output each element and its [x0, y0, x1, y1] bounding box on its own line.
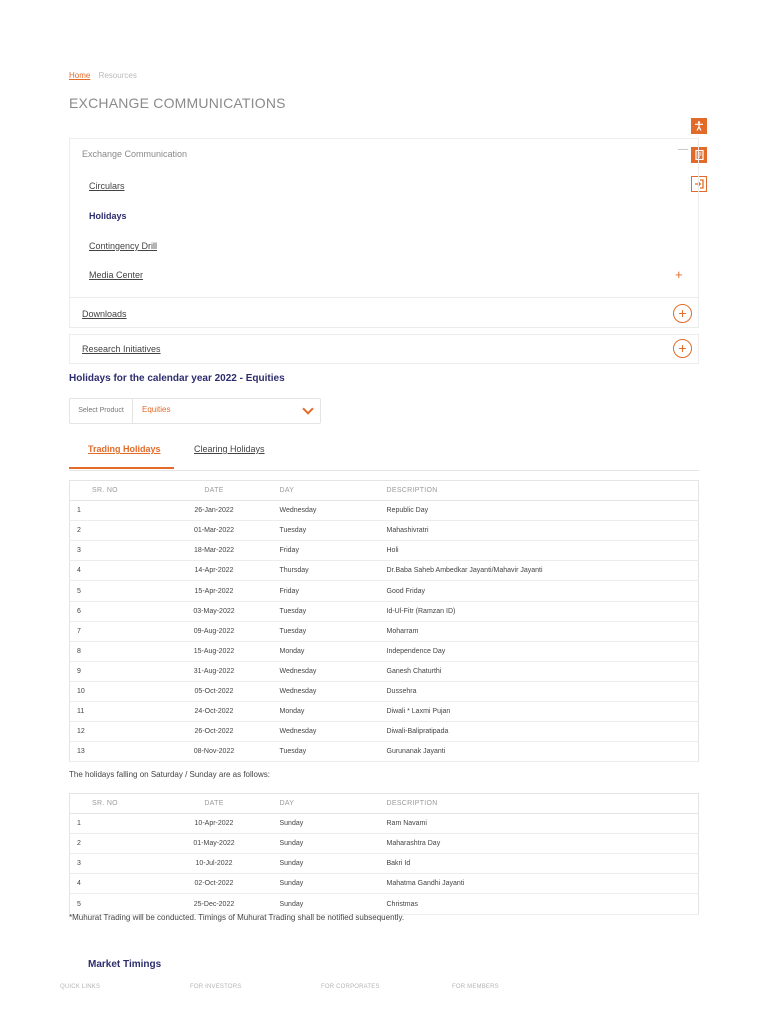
muhurat-footnote: *Muhurat Trading will be conducted. Timings of Muhurat Trading shall be notified subsequently. — [69, 913, 405, 922]
breadcrumb-current: Resources — [98, 71, 137, 80]
cell-sr: 6 — [70, 601, 167, 621]
breadcrumb — [69, 71, 137, 80]
cell-description: Diwali-Balipratipada — [387, 722, 699, 742]
column-header-date: DATE — [167, 794, 262, 814]
accordion-link-circulars[interactable]: Circulars — [89, 181, 125, 191]
market-timings-heading[interactable]: Market Timings — [88, 959, 162, 970]
cell-sr: 11 — [70, 702, 167, 722]
accordion-link-media-center[interactable]: Media Center — [89, 270, 144, 280]
cell-description: Dr.Baba Saheb Ambedkar Jayanti/Mahavir Jayanti — [387, 561, 699, 581]
cell-day: Monday — [262, 641, 387, 661]
holidays-section-title: Holidays for the calendar year 2022 - Equities — [69, 373, 285, 384]
cell-sr: 5 — [70, 581, 167, 601]
table-row — [70, 581, 699, 601]
table-row — [70, 742, 699, 762]
research-initiatives-link[interactable]: Research Initiatives — [82, 344, 161, 354]
column-header-sr: SR. NO — [70, 794, 167, 814]
cell-date: 14-Apr-2022 — [167, 561, 262, 581]
cell-description: Bakri Id — [387, 854, 699, 874]
cell-date: 26-Jan-2022 — [167, 501, 262, 521]
weekend-holidays-note: The holidays falling on Saturday / Sunday are as follows: — [69, 770, 271, 779]
cell-date: 24-Oct-2022 — [167, 702, 262, 722]
cell-description: Moharram — [387, 621, 699, 641]
cell-day: Sunday — [262, 894, 387, 914]
accessibility-icon[interactable] — [691, 118, 707, 134]
accordion-link-holidays[interactable]: Holidays — [89, 211, 127, 221]
column-header-description: DESCRIPTION — [387, 481, 699, 501]
cell-day: Wednesday — [262, 681, 387, 701]
expand-media-center-icon[interactable]: + — [675, 267, 683, 282]
cell-sr: 10 — [70, 681, 167, 701]
table-row — [70, 621, 699, 641]
cell-description: Gurunanak Jayanti — [387, 742, 699, 762]
cell-date: 05-Oct-2022 — [167, 681, 262, 701]
cell-date: 09-Aug-2022 — [167, 621, 262, 641]
cell-sr: 4 — [70, 561, 167, 581]
column-header-date: DATE — [167, 481, 262, 501]
table-row — [70, 814, 699, 834]
cell-sr: 2 — [70, 834, 167, 854]
cell-description: Diwali * Laxmi Pujan — [387, 702, 699, 722]
table-row — [70, 641, 699, 661]
column-header-day: DAY — [262, 794, 387, 814]
table-row — [70, 874, 699, 894]
active-tab-indicator — [69, 467, 174, 469]
cell-sr: 3 — [70, 854, 167, 874]
cell-date: 03-May-2022 — [167, 601, 262, 621]
weekend-holidays-table — [69, 793, 699, 915]
holiday-tabs — [69, 436, 699, 471]
cell-description: Christmas — [387, 894, 699, 914]
chevron-down-icon[interactable] — [302, 403, 313, 414]
cell-day: Tuesday — [262, 601, 387, 621]
table-header-row — [70, 481, 699, 501]
cell-day: Thursday — [262, 561, 387, 581]
cell-date: 25-Dec-2022 — [167, 894, 262, 914]
cell-day: Monday — [262, 702, 387, 722]
cell-sr: 1 — [70, 814, 167, 834]
table-row — [70, 702, 699, 722]
cell-day: Friday — [262, 541, 387, 561]
cell-description: Dussehra — [387, 681, 699, 701]
footer-for-investors[interactable]: FOR INVESTORS — [190, 984, 242, 990]
cell-day: Tuesday — [262, 621, 387, 641]
cell-sr: 4 — [70, 874, 167, 894]
cell-date: 18-Mar-2022 — [167, 541, 262, 561]
cell-day: Tuesday — [262, 521, 387, 541]
cell-date: 10-Apr-2022 — [167, 814, 262, 834]
footer-for-corporates[interactable]: FOR CORPORATES — [321, 984, 380, 990]
footer-for-members[interactable]: FOR MEMBERS — [452, 984, 499, 990]
accordion-link-contingency-drill[interactable]: Contingency Drill — [89, 241, 158, 251]
research-row[interactable] — [69, 334, 699, 364]
cell-day: Sunday — [262, 874, 387, 894]
expand-downloads-icon[interactable]: + — [673, 304, 692, 323]
table-row — [70, 681, 699, 701]
table-row — [70, 834, 699, 854]
cell-date: 10-Jul-2022 — [167, 854, 262, 874]
cell-description: Maharashtra Day — [387, 834, 699, 854]
product-select-value[interactable]: Equities — [142, 405, 171, 414]
cell-date: 08-Nov-2022 — [167, 742, 262, 762]
table-row — [70, 541, 699, 561]
cell-sr: 2 — [70, 521, 167, 541]
cell-sr: 3 — [70, 541, 167, 561]
cell-description: Independence Day — [387, 641, 699, 661]
collapse-icon[interactable]: — — [678, 144, 688, 155]
cell-day: Sunday — [262, 814, 387, 834]
column-header-sr: SR. NO — [70, 481, 167, 501]
expand-research-icon[interactable]: + — [673, 339, 692, 358]
cell-date: 01-May-2022 — [167, 834, 262, 854]
cell-sr: 12 — [70, 722, 167, 742]
cell-date: 15-Aug-2022 — [167, 641, 262, 661]
table-row — [70, 894, 699, 914]
cell-day: Sunday — [262, 834, 387, 854]
cell-day: Wednesday — [262, 501, 387, 521]
cell-sr: 7 — [70, 621, 167, 641]
cell-description: Good Friday — [387, 581, 699, 601]
cell-date: 31-Aug-2022 — [167, 661, 262, 681]
tab-clearing-holidays[interactable]: Clearing Holidays — [194, 444, 265, 454]
cell-sr: 13 — [70, 742, 167, 762]
cell-description: Id-Ul-Fitr (Ramzan ID) — [387, 601, 699, 621]
table-header-row — [70, 794, 699, 814]
cell-sr: 9 — [70, 661, 167, 681]
cell-description: Ram Navami — [387, 814, 699, 834]
footer-quick-links[interactable]: QUICK LINKS — [60, 984, 101, 990]
cell-description: Mahatma Gandhi Jayanti — [387, 874, 699, 894]
table-row — [70, 661, 699, 681]
cell-description: Republic Day — [387, 501, 699, 521]
table-row — [70, 521, 699, 541]
exchange-communication-accordion — [69, 138, 699, 297]
trading-holidays-table — [69, 480, 699, 762]
cell-date: 02-Oct-2022 — [167, 874, 262, 894]
cell-sr: 8 — [70, 641, 167, 661]
cell-date: 01-Mar-2022 — [167, 521, 262, 541]
cell-day: Friday — [262, 581, 387, 601]
table-row — [70, 601, 699, 621]
breadcrumb-home-link[interactable]: Home — [69, 71, 91, 80]
product-select-label: Select Product — [70, 399, 133, 423]
cell-day: Tuesday — [262, 742, 387, 762]
cell-description: Holi — [387, 541, 699, 561]
cell-description: Ganesh Chaturthi — [387, 661, 699, 681]
tab-trading-holidays[interactable]: Trading Holidays — [88, 444, 161, 454]
cell-day: Wednesday — [262, 722, 387, 742]
cell-sr: 5 — [70, 894, 167, 914]
table-row — [70, 722, 699, 742]
downloads-link[interactable]: Downloads — [82, 309, 127, 319]
cell-day: Sunday — [262, 854, 387, 874]
column-header-description: DESCRIPTION — [387, 794, 699, 814]
table-row — [70, 561, 699, 581]
cell-description: Mahashivratri — [387, 521, 699, 541]
page-title: EXCHANGE COMMUNICATIONS — [69, 95, 286, 111]
table-row — [70, 854, 699, 874]
cell-sr: 1 — [70, 501, 167, 521]
table-row — [70, 501, 699, 521]
product-select[interactable] — [69, 398, 321, 424]
column-header-day: DAY — [262, 481, 387, 501]
cell-day: Wednesday — [262, 661, 387, 681]
cell-date: 26-Oct-2022 — [167, 722, 262, 742]
cell-date: 15-Apr-2022 — [167, 581, 262, 601]
accordion-header[interactable]: Exchange Communication — [82, 149, 188, 159]
downloads-row[interactable] — [69, 297, 699, 328]
